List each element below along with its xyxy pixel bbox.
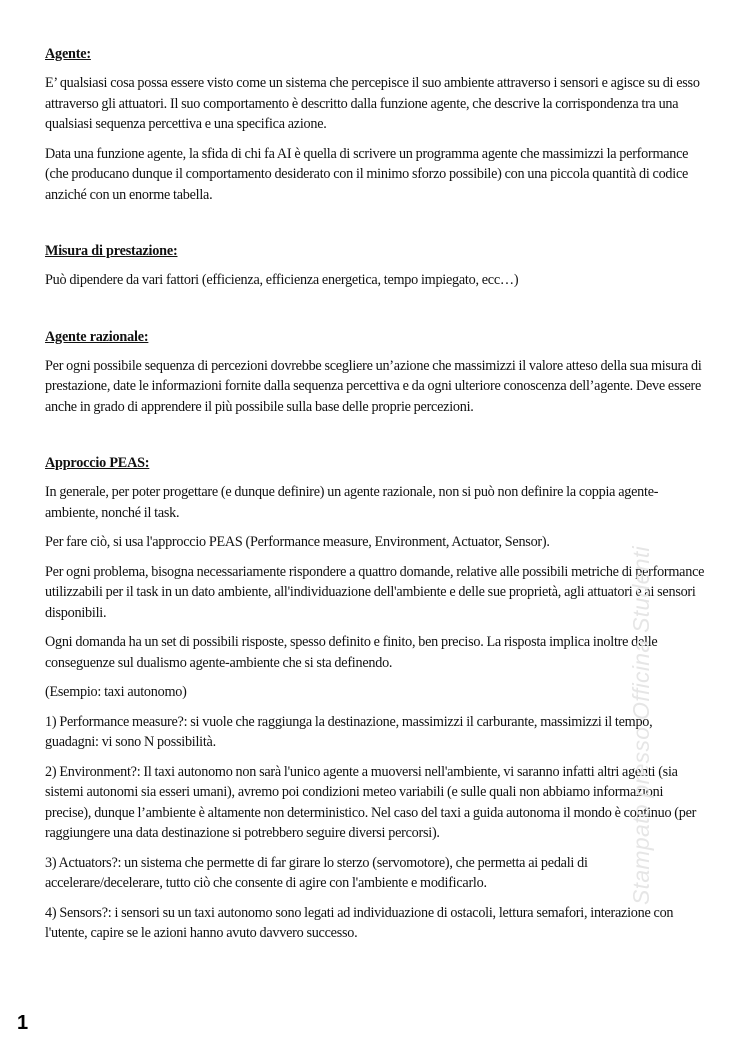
paragraph: Data una funzione agente, la sfida di chi fa AI è quella di scrivere un programma agente che massimizzi la performance (che producano dunque il comportamento desiderato con il minimo sforzo possibile) con una piccola quantità di codice anziché con un enorme tabella. xyxy=(45,145,689,203)
paragraph: Per ogni problema, bisogna necessariamente rispondere a quattro domande, relative alle possibili metriche di performance utilizzabili per il task in un dato ambiente, all'individuazione dell'ambiente e delle sue proprietà, agli attuatori e ai sensori disponibili. xyxy=(45,563,705,621)
paragraph: Per fare ciò, si usa l'approccio PEAS (Performance measure, Environment, Actuator, Sensor). xyxy=(45,534,550,550)
paragraph: Ogni domanda ha un set di possibili risposte, spesso definito e finito, ben preciso. La risposta implica inoltre delle conseguenze sul dualismo agente-ambiente che si sta definendo. xyxy=(45,634,658,671)
document-page xyxy=(45,44,705,953)
page-number: 1 xyxy=(17,1012,29,1034)
section-misura-di-prestazione xyxy=(45,241,705,291)
section-agente xyxy=(45,44,705,205)
paragraph: E’ qualsiasi cosa possa essere visto come un sistema che percepisce il suo ambiente attraverso i sensori e agisce su di esso attraverso gli attuatori. Il suo comportamento è descritto dalla funzione agente, che descrive la corrispondenza tra una qualsiasi sequenza percettiva e una specifica azione. xyxy=(45,75,700,132)
paragraph: Può dipendere da vari fattori (efficienza, efficienza energetica, tempo impiegato, ecc…) xyxy=(45,272,519,288)
list-item: 4) Sensors?: i sensori su un taxi autonomo sono legati ad individuazione di ostacoli, lettura semafori, interazione con l'utente, capire se le azioni hanno avuto davvero successo. xyxy=(45,904,674,941)
watermark: Stampato presso Officina Studenti xyxy=(628,546,654,905)
section-heading: Agente razionale: xyxy=(45,328,149,345)
paragraph: Per ogni possibile sequenza di percezioni dovrebbe scegliere un’azione che massimizzi il valore atteso della sua misura di prestazione, date le informazioni fornite dalla sequenza percettiva e da ogni ulteriore conoscenza dell’agente. Deve essere anche in grado di apprendere il più possibile sulla base delle proprie percezioni. xyxy=(45,357,702,415)
list-item: 3) Actuators?: un sistema che permette di far girare lo sterzo (servomotore), che permetta ai pedali di accelerare/decelerare, tutto ciò che consente di agire con l'ambiente e modificarlo. xyxy=(45,854,588,891)
list-item: 2) Environment?: Il taxi autonomo non sarà l'unico agente a muoversi nell'ambiente, vi saranno infatti altri agenti (sia sistemi autonomi sia esseri umani), avremo poi condizioni meteo variabili (e sulle quali non abbiamo informazioni precise), dunque l’ambiente è altamente non deterministico. Nel caso del taxi a guida autonoma il mondo è continuo (per raggiungere una data destinazione si potrebbero seguire diversi percorsi). xyxy=(45,763,697,841)
paragraph: In generale, per poter progettare (e dunque definire) un agente razionale, non si può non definire la coppia agente-ambiente, nonché il task. xyxy=(45,484,659,521)
section-approccio-peas xyxy=(45,453,705,944)
paragraph: (Esempio: taxi autonomo) xyxy=(45,684,187,700)
list-item: 1) Performance measure?: si vuole che raggiunga la destinazione, massimizzi il carburante, massimizzi il tempo, guadagni: vi sono N possibilità. xyxy=(45,713,653,750)
section-agente-razionale xyxy=(45,327,705,418)
section-heading: Approccio PEAS: xyxy=(45,455,150,471)
section-heading: Agente: xyxy=(45,46,91,62)
section-heading: Misura di prestazione: xyxy=(45,243,178,259)
